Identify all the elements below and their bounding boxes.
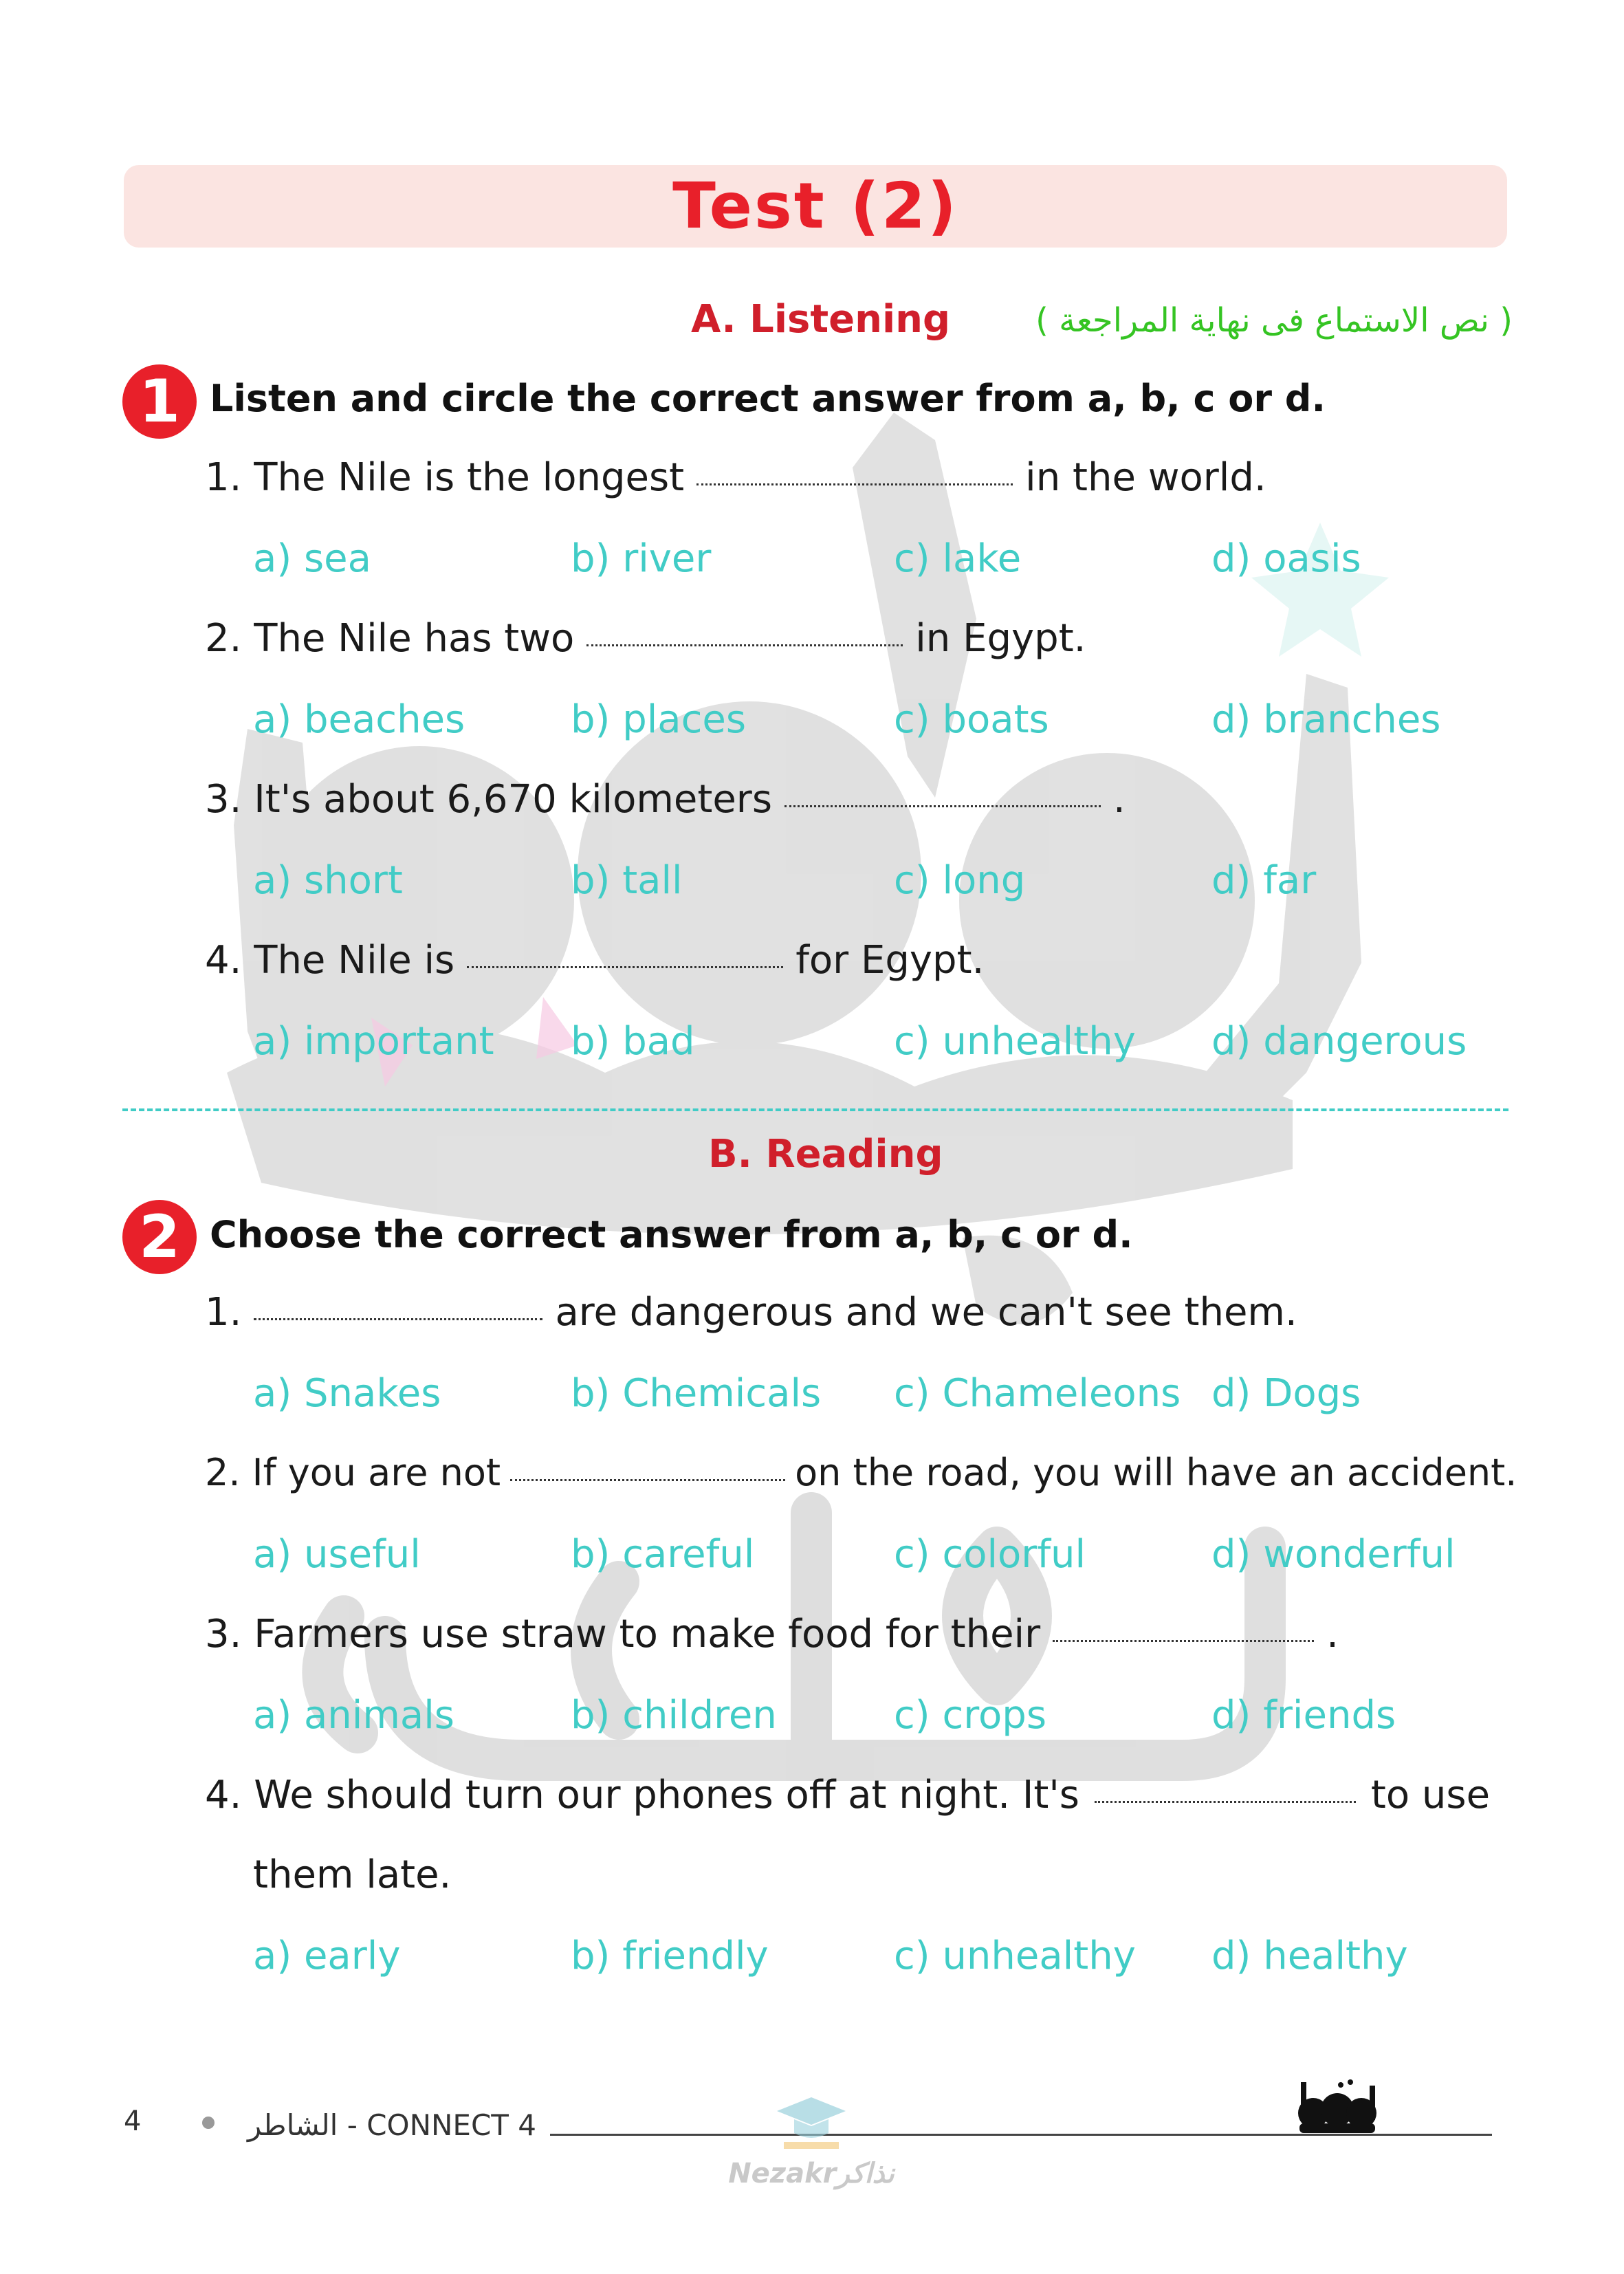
page-number: 4 <box>124 2106 142 2137</box>
section-divider <box>122 1108 1508 1111</box>
answer-blank <box>510 1469 785 1481</box>
section-title-reading: B. Reading <box>708 1132 943 1177</box>
option[interactable]: a) beaches <box>253 697 465 742</box>
footer-book-title: الشاطر - CONNECT 4 <box>248 2108 537 2142</box>
question-tail: . <box>1113 777 1126 822</box>
question-tail: to use <box>1370 1773 1491 1817</box>
option[interactable]: c) boats <box>894 697 1049 742</box>
option[interactable]: c) unhealthy <box>894 1019 1136 1064</box>
answer-blank <box>784 796 1101 807</box>
question-text <box>205 1451 1517 1494</box>
option[interactable]: d) dangerous <box>1211 1019 1467 1064</box>
option[interactable]: d) healthy <box>1211 1934 1408 1978</box>
option[interactable]: b) Chemicals <box>571 1371 822 1416</box>
option[interactable]: c) unhealthy <box>894 1934 1136 1978</box>
brand-arabic: نذاكر <box>836 2158 895 2189</box>
option[interactable]: a) short <box>253 858 403 903</box>
question-tail: in the world. <box>1025 455 1266 500</box>
option[interactable]: d) friends <box>1211 1693 1396 1738</box>
answer-blank <box>254 1309 542 1320</box>
question-text <box>205 938 984 983</box>
question-tail: for Egypt. <box>795 938 985 983</box>
option[interactable]: c) Chameleons <box>894 1371 1181 1416</box>
option[interactable]: c) lake <box>894 536 1022 581</box>
option[interactable]: a) early <box>253 1934 401 1978</box>
question-stem: 1. <box>205 1290 242 1335</box>
option[interactable]: c) crops <box>894 1693 1047 1738</box>
option[interactable]: a) useful <box>253 1532 421 1577</box>
question-stem: 4. We should turn our phones off at night. It's <box>205 1773 1079 1817</box>
option[interactable]: d) wonderful <box>1211 1532 1456 1577</box>
option[interactable]: d) Dogs <box>1211 1371 1361 1416</box>
question-text <box>205 455 1266 500</box>
question-text <box>205 616 1086 661</box>
option[interactable]: d) oasis <box>1211 536 1361 581</box>
option[interactable]: a) Snakes <box>253 1371 441 1416</box>
question-tail: . <box>1326 1612 1339 1657</box>
question-text <box>205 777 1126 822</box>
question-stem: 3. It's about 6,670 kilometers <box>205 777 772 822</box>
option[interactable]: b) river <box>571 536 712 581</box>
listening-instruction: Listen and circle the correct answer from a, b, c or d. <box>210 377 1326 420</box>
graduation-cap-icon <box>770 2084 853 2152</box>
question-stem: 2. The Nile has two <box>205 616 575 661</box>
option[interactable]: c) colorful <box>894 1532 1086 1577</box>
option[interactable]: b) friendly <box>571 1934 769 1978</box>
option[interactable]: b) careful <box>571 1532 755 1577</box>
question-stem: 2. If you are not <box>205 1451 501 1494</box>
question-text <box>205 1290 1297 1335</box>
question-text <box>205 1612 1339 1657</box>
option[interactable]: b) tall <box>571 858 683 903</box>
question-tail: in Egypt. <box>915 616 1086 661</box>
listening-script-note: ( نص الاستماع فى نهاية المراجعة ) <box>1035 301 1513 340</box>
question-tail: are dangerous and we can't see them. <box>555 1290 1297 1335</box>
option[interactable]: b) bad <box>571 1019 695 1064</box>
answer-blank <box>586 635 903 646</box>
option[interactable]: d) branches <box>1211 697 1441 742</box>
question-stem: 1. The Nile is the longest <box>205 455 685 500</box>
footer-bullet <box>202 2117 215 2129</box>
answer-blank <box>1095 1791 1356 1803</box>
nezakr-logo <box>708 2084 914 2221</box>
question-stem: 3. Farmers use straw to make food for their <box>205 1612 1041 1657</box>
question-text <box>205 1773 1490 1817</box>
question-number-badge: 1 <box>122 364 197 439</box>
reading-instruction: Choose the correct answer from a, b, c or d. <box>210 1213 1133 1256</box>
question-continuation: them late. <box>253 1852 452 1897</box>
question-tail: on the road, you will have an accident. <box>795 1451 1517 1494</box>
option[interactable]: b) places <box>571 697 747 742</box>
brand-latin: Nezakr <box>728 2158 837 2189</box>
answer-blank <box>1053 1630 1314 1642</box>
question-stem: 4. The Nile is <box>205 938 455 983</box>
option[interactable]: a) animals <box>253 1693 454 1738</box>
shater-logo-icon <box>1293 2075 1382 2144</box>
option[interactable]: a) sea <box>253 536 371 581</box>
answer-blank <box>696 474 1013 485</box>
option[interactable]: d) far <box>1211 858 1317 903</box>
option[interactable]: c) long <box>894 858 1026 903</box>
page-title: Test (2) <box>672 169 958 243</box>
section-title-listening: A. Listening <box>691 297 951 342</box>
question-number-badge: 2 <box>122 1200 197 1274</box>
option[interactable]: a) important <box>253 1019 494 1064</box>
option[interactable]: b) children <box>571 1693 777 1738</box>
answer-blank <box>467 956 783 968</box>
